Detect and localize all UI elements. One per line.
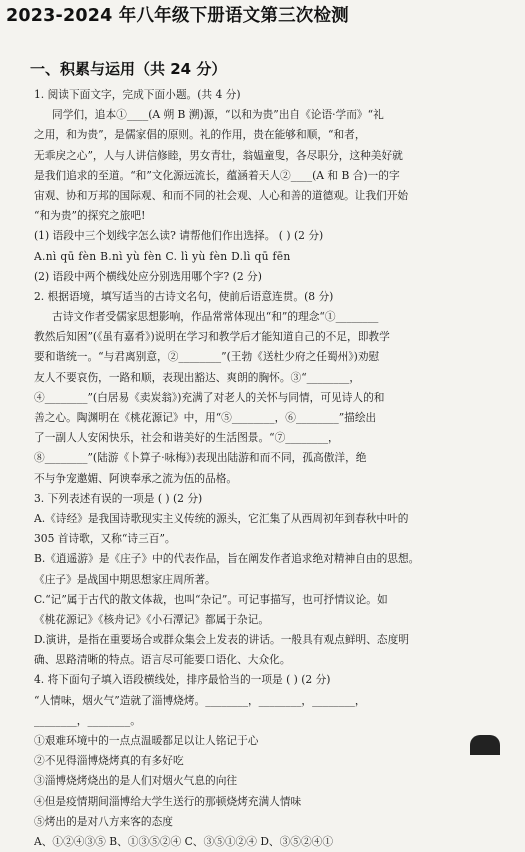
- option-b-cont: 《庄子》是战国中期思想家庄周所著。: [34, 572, 216, 586]
- question-1-heading: 1. 阅读下面文字，完成下面小题。(共 4 分): [34, 88, 241, 101]
- order-options: A、①②④③⑤ B、①③⑤②④ C、③⑤①②④ D、③⑤②④①: [34, 834, 334, 848]
- passage-line: 同学们，追本①____(A 朔 B 溯)源，“以和为贵”出自《论语·学而》“礼: [52, 108, 384, 122]
- option-a: A.《诗经》是我国诗歌现实主义传统的源头，它汇集了从西周初年到春秋中叶的: [34, 511, 409, 525]
- passage-line: 了一副人人安闲快乐，社会和谐美好的生活图景。“⑦________，: [34, 431, 339, 445]
- sentence-4: ④但是疫情期间淄博给大学生送行的那顿烧烤充满人情味: [34, 794, 302, 808]
- sentence-2: ②不见得淄博烧烤真的有多好吃: [34, 754, 184, 768]
- sub-question-1: (1) 语段中三个划线字怎么读? 请帮他们作出选择。 ( ) (2 分): [34, 229, 324, 243]
- passage-line: 古诗文作者受儒家思想影响，作品常常体现出“和”的理念“①________: [52, 310, 379, 324]
- sentence-3: ③淄博烧烤烧出的是人们对烟火气息的向往: [34, 774, 238, 788]
- passage-line: 要和谐统一。“与君离别意，②________”(王勃《送杜少府之任蜀州》)劝慰: [34, 350, 380, 364]
- passage-line: 之用，和为贵”，是儒家倡的原则。礼的作用，贵在能够和顺，“和者，: [34, 128, 366, 142]
- option-c: C.“记”属于古代的散文体裁，也叫“杂记”。可记事描写，也可抒情议论。如: [34, 592, 388, 606]
- page-corner-mark: [470, 735, 500, 755]
- passage-line: 友人不要哀伤，一路和顺，表现出豁达、爽朗的胸怀。③“________，: [34, 370, 361, 384]
- question-2-heading: 2. 根据语境，填写适当的古诗文名句，使前后语意连贯。(8 分): [34, 289, 334, 303]
- passage-line: 无乖戾之心”，人与人讲信修睦，男女青壮，翁媪童叟，各尽职分，这种美好就: [34, 148, 403, 162]
- option-d: D.演讲，是指在重要场合或群众集会上发表的讲话。一般具有观点鲜明、态度明: [34, 633, 409, 647]
- passage-line: 不与争宠邀媚、阿谀奉承之流为伍的品格。: [34, 471, 238, 485]
- section-heading: 一、积累与运用（共 24 分）: [30, 60, 227, 78]
- passage-line: ⑧________”(陆游《卜算子·咏梅》)表现出陆游和而不同，孤高傲洋，绝: [34, 451, 367, 465]
- answer-options: A.nì qū fèn B.nì yù fèn C. lì yù fèn D.lì qū fēn: [34, 249, 291, 263]
- question-4-stem: “人情味，烟火气”造就了淄博烧烤。________，________，________，: [34, 693, 366, 707]
- question-body: [34, 85, 496, 852]
- passage-line: 宙观、协和万邦的国际观、和而不同的社会观、人心和善的道德观。让我们开始: [34, 188, 409, 202]
- question-4-blanks: ________，________。: [34, 713, 141, 727]
- page-title: 2023-2024 年八年级下册语文第三次检测: [6, 6, 349, 26]
- sub-question-2: (2) 语段中两个横线处应分别选用哪个字? (2 分): [34, 269, 262, 283]
- question-4-heading: 4. 将下面句子填入语段横线处，排序最恰当的一项是 ( ) (2 分): [34, 673, 331, 687]
- passage-line: 善之心。陶渊明在《桃花源记》中，用“⑤________，⑥________”描绘出: [34, 411, 377, 424]
- option-c-cont: 《桃花源记》《核舟记》《小石潭记》都属于杂记。: [34, 612, 270, 626]
- sentence-5: ⑤烤出的是对八方来客的态度: [34, 814, 173, 828]
- passage-line: 是我们追求的至道。“和”文化源远流长，蕴涵着天人②____(A 和 B 合)一的字: [34, 168, 400, 182]
- question-3-heading: 3. 下列表述有误的一项是 ( ) (2 分): [34, 491, 203, 505]
- passage-line: ④________”(白居易《卖炭翁》)充满了对老人的关怀与同情，可见诗人的和: [34, 390, 385, 404]
- passage-line: “和为贵”的探究之旅吧!: [34, 209, 146, 223]
- option-d-cont: 确、思路清晰的特点。语言尽可能要口语化、大众化。: [34, 653, 291, 667]
- sentence-1: ①艰难环境中的一点点温暖都足以让人铭记于心: [34, 734, 259, 747]
- option-a-cont: 305 首诗歌，又称“诗三百”。: [34, 532, 176, 546]
- passage-line: 教然后知困”(《虽有嘉肴》)说明在学习和教学后才能知道自己的不足，即教学: [34, 330, 390, 344]
- option-b: B.《逍遥游》是《庄子》中的代表作品，旨在阐发作者追求绝对精神自由的思想。: [34, 552, 420, 566]
